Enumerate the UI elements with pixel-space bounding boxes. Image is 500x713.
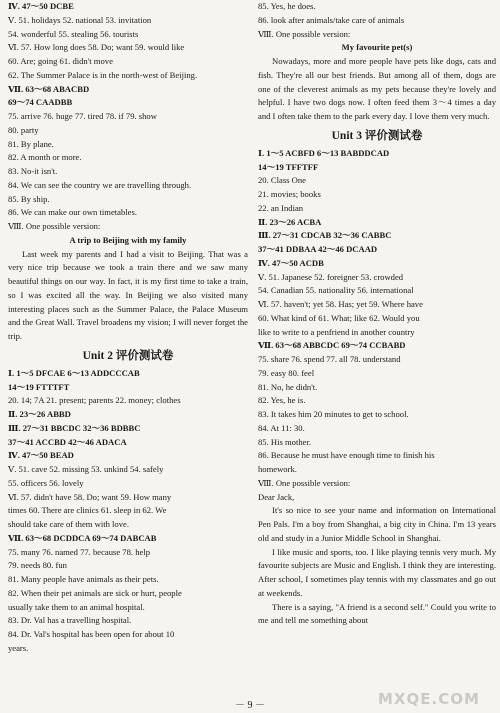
answer-line: Ⅶ. 63～68 ABBCDC 69～74 CCBABD: [258, 340, 406, 351]
essay-title: A trip to Beijing with my family: [69, 234, 187, 245]
left-column: [8, 0, 248, 656]
answer-line: 79. easy 80. feel: [258, 367, 315, 378]
answer-line: 37～41 ACCBD 42～46 ADACA: [8, 436, 127, 447]
answer-line: 84. At 11: 30.: [258, 422, 305, 433]
answer-line: 86. look after animals/take care of animals: [258, 14, 405, 25]
essay-body: Nowadays, more and more people have pets like dogs, cats and fish. They're all our best friends. But among all of them, dogs are one of the cleverest animals as my pets because they're lovely and helpful. I have two dogs now. I often feed them 3～4 times a day and I often take them to the park every day. I love them very much.: [258, 56, 496, 121]
answer-line: times 60. There are clinics 61. sleep in 62. We: [8, 505, 167, 516]
answer-line: 83. No-it isn't.: [8, 166, 58, 176]
letter-body: I like music and sports, too. I like playing tennis very much. My favourite subjects are Music and English. I think they are interesting. After school, I sometimes play tennis with my classmates and go out at weekends.: [258, 546, 496, 598]
answer-line: 14～19 TFFTFF: [258, 161, 319, 172]
answer-line: 85. By ship.: [8, 193, 50, 204]
answer-line: 54. wonderful 55. stealing 56. tourists: [8, 28, 139, 39]
answer-line: Ⅳ. 47～50 ACDB: [258, 257, 324, 268]
answer-line: 81. By plane.: [8, 138, 54, 149]
answer-line: should take care of them with love.: [8, 519, 129, 529]
answer-line: Ⅷ. One possible version:: [258, 28, 351, 39]
answer-line: 22. an Indian: [258, 202, 304, 213]
answer-line: Ⅳ. 47～50 DCBE: [8, 1, 74, 11]
answer-line: homework.: [258, 464, 297, 474]
answer-line: 37～41 DDBAA 42～46 DCAAD: [258, 244, 378, 254]
answer-line: Ⅰ. 1～5 ACBFD 6～13 BABDDCAD: [258, 147, 390, 158]
answer-line: 83. It takes him 20 minutes to get to school.: [258, 409, 409, 419]
answer-line: 81. No, he didn't.: [258, 381, 318, 392]
answer-line: 14～19 FTTTFT: [8, 381, 70, 392]
answer-line: 85. Yes, he does.: [258, 1, 316, 11]
watermark: MXQE.COM: [378, 690, 480, 708]
answer-line: 60. Are; going 61. didn't move: [8, 56, 113, 66]
answer-line: 75. many 76. named 77. because 78. help: [8, 546, 150, 557]
essay-title: My favourite pet(s): [341, 42, 413, 53]
answer-line: Ⅵ. 57. haven't; yet 58. Has; yet 59. Where have: [258, 299, 423, 309]
answer-line: 80. party: [8, 124, 39, 135]
answer-line: like to write to a penfriend in another country: [258, 326, 415, 337]
answer-line: Ⅵ. 57. didn't have 58. Do; want 59. How many: [8, 491, 172, 502]
answer-line: 69～74 CAADBB: [8, 97, 73, 108]
letter-body: There is a saying, "A friend is a second self." Could you write to me and tell me something about: [258, 601, 496, 626]
answer-line: 20. Class One: [258, 175, 306, 186]
answer-line: 86. Because he must have enough time to finish his: [258, 450, 435, 461]
answer-line: Ⅳ. 47～50 BEAD: [8, 450, 74, 461]
answer-line: Ⅰ. 1～5 DFCAE 6～13 ADDCCCAB: [8, 367, 140, 378]
answer-line: 81. Many people have animals as their pets.: [8, 574, 159, 584]
answer-line: 60. What kind of 61. What; like 62. Would you: [258, 312, 420, 323]
answer-line: usually take them to an animal hospital.: [8, 601, 145, 612]
answer-line: 75. arrive 76. huge 77. tired 78. if 79. show: [8, 111, 157, 121]
answer-line: 55. officers 56. lovely: [8, 477, 84, 488]
answer-line: 20. 14; 7A 21. present; parents 22. money; clothes: [8, 395, 181, 406]
answer-line: Ⅲ. 27～31 BBCDC 32～36 BDBBC: [8, 422, 141, 433]
answer-line: Ⅲ. 27～31 CDCAB 32～36 CABBC: [258, 230, 392, 241]
answer-line: Ⅷ. One possible version:: [258, 477, 351, 488]
unit-heading: Unit 3 评价测试卷: [331, 129, 423, 142]
answer-line: Ⅴ. 51. Japanese 52. foreigner 53. crowded: [258, 271, 404, 282]
answer-line: years.: [8, 642, 29, 653]
answer-line: Ⅶ. 63～68 DCDDCA 69～74 DABCAB: [8, 532, 157, 543]
answer-line: Ⅱ. 23～26 ABBD: [8, 409, 71, 419]
answer-line: 85. His mother.: [258, 436, 311, 447]
answer-line: 54. Canadian 55. nationality 56. international: [258, 285, 414, 296]
answer-line: 79. needs 80. fun: [8, 560, 67, 571]
unit-heading: Unit 2 评价测试卷: [82, 349, 174, 362]
answer-line: Ⅱ. 23～26 ACBA: [258, 216, 322, 227]
answer-line: 83. Dr. Val has a travelling hospital.: [8, 615, 132, 626]
answer-line: Ⅴ. 51. holidays 52. national 53. invitation: [8, 14, 152, 25]
answer-line: Ⅷ. One possible version:: [8, 221, 101, 231]
essay-body: Last week my parents and I had a visit to Beijing. That was a very nice trip because we took a train there and we saw many beautiful things on our way. In fact, it is my first time to take a train, so I was excited all the way. In Beijing we also visited many interesting places such as the Summer Palace, the Palace Museum and the Great Wall. Travel broadens my vision; I will never forget the trip.: [8, 248, 248, 341]
answer-line: Dear Jack,: [258, 491, 295, 502]
right-column: [258, 0, 496, 628]
letter-body: It's so nice to see your name and information on International Pen Pals. I'm a boy from Shanghai, a big city in China. I'm 13 years old and study in a Junior Middle School in Shanghai.: [258, 505, 496, 543]
page-number: － 9 －: [235, 700, 265, 711]
answer-line: Ⅶ. 63～68 ABACBD: [8, 83, 90, 94]
answer-line: 84. We can see the country we are travelling through.: [8, 179, 192, 190]
answer-line: 82. A month or more.: [8, 152, 82, 163]
answer-line: Ⅵ. 57. How long does 58. Do; want 59. would like: [8, 42, 185, 53]
answer-line: 82. When their pet animals are sick or hurt, people: [8, 587, 182, 598]
answer-line: 21. movies; books: [258, 189, 321, 199]
answer-line: 84. Dr. Val's hospital has been open for about 10: [8, 629, 175, 639]
answer-line: Ⅴ. 51. cave 52. missing 53. unkind 54. safely: [8, 464, 164, 474]
answer-line: 86. We can make our own timetables.: [8, 207, 137, 218]
answer-line: 82. Yes, he is.: [258, 395, 306, 406]
answer-line: 62. The Summer Palace is in the north-west of Beijing.: [8, 69, 198, 80]
answer-line: 75. share 76. spend 77. all 78. understand: [258, 354, 401, 364]
